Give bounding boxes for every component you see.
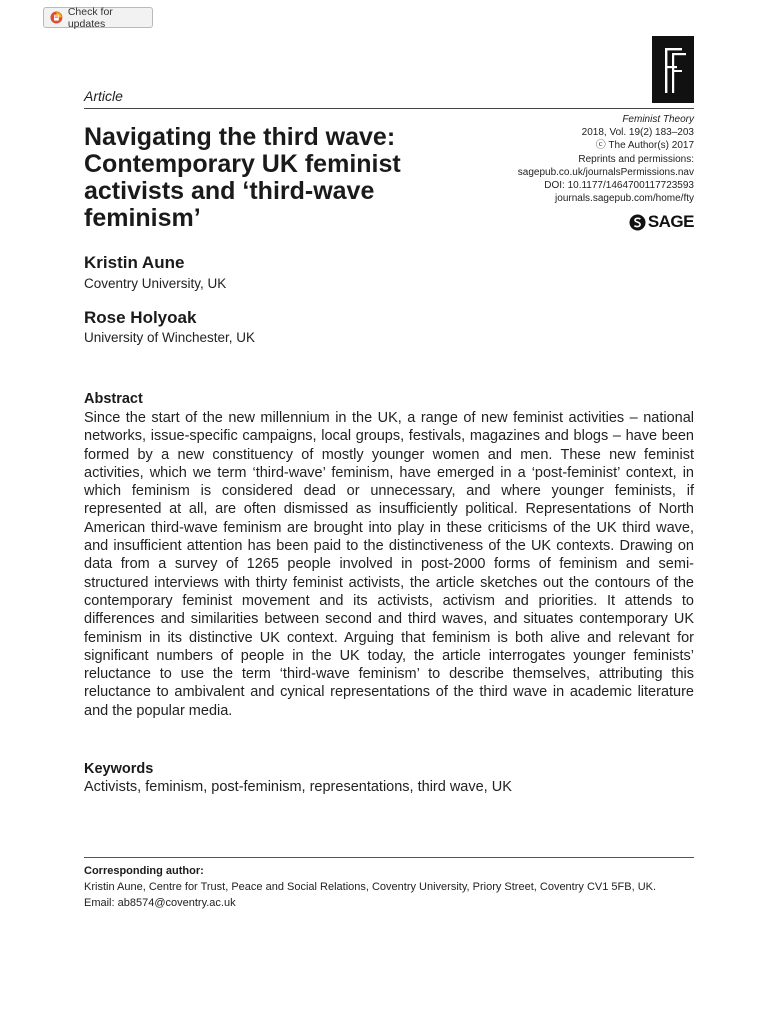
abstract-heading: Abstract [84, 391, 143, 407]
article-title: Navigating the third wave: Contemporary UK feminist activists and ‘third-wave feminism’ [84, 123, 401, 232]
article-type-label: Article [84, 88, 123, 104]
check-updates-label: Check for updates [67, 5, 113, 30]
corresponding-address: Kristin Aune, Centre for Trust, Peace and Social Relations, Coventry University, Priory Street, Coventry CV1 5FB, UK. [84, 881, 657, 893]
feminist-theory-logo-icon [652, 36, 694, 103]
doi-link[interactable]: DOI: 10.1177/1464700117723593 [544, 180, 694, 192]
corresponding-author-details [84, 880, 696, 911]
reprints-label: Reprints and permissions: [578, 153, 694, 165]
check-updates-icon [50, 11, 63, 24]
permissions-link[interactable]: sagepub.co.uk/journalsPermissions.nav [517, 166, 694, 178]
journal-home-link[interactable]: journals.sagepub.com/home/fty [555, 193, 694, 205]
abstract-text: Since the start of the new millennium in the UK, a range of new feminist activities – national networks, issue-specific campaigns, local groups, festivals, magazines and blogs – have been formed by a new constituency of mostly younger women and men. These new feminist activities, which we term ‘third-wave’ feminism, have emerged in a ‘post-feminist’ context, in which feminism is considered dead or unnecessary, and where younger feminists, if represented at all, are often dismissed as insufficiently political. Representations of North American third-wave feminism are brought into play in these criticisms of the UK third wave, and insufficient attention has been paid to the distinctiveness of the UK contexts. Drawing on data from a survey of 1265 people involved in post-2000 forms of feminism and semi-structured interviews with thirty feminist activists, the article sketches out the contours of the contemporary feminist movement and its activists, activism and priorities. It attends to differences and similarities between second and third waves, and situates contemporary UK feminism in its distinctive UK context. Arguing that feminism is both alive and relevant for significant numbers of people in the UK today, the article interrogates younger feminists’ reluctance to use the term ‘third-wave feminism’ to describe themselves, attributing this reluctance to ambivalent and cynical representations of the third wave in academic literature and the popular media. [84, 410, 694, 719]
corresponding-email[interactable]: Email: ab8574@coventry.ac.uk [84, 896, 236, 909]
check-for-updates-button[interactable] [43, 7, 153, 28]
corresponding-author-heading: Corresponding author: [84, 865, 204, 877]
keywords-heading: Keywords [84, 761, 154, 777]
author-name: Rose Holyoak [84, 308, 197, 327]
keywords-text: Activists, feminism, post-feminism, representations, third wave, UK [84, 779, 512, 795]
author-affiliation: Coventry University, UK [84, 276, 227, 291]
journal-name: Feminist Theory [622, 114, 694, 125]
journal-info [518, 113, 694, 205]
journal-volume: 2018, Vol. 19(2) 183–203 [581, 127, 694, 139]
author-name: Kristin Aune [84, 253, 185, 272]
publisher-logo [629, 212, 694, 232]
footnote-divider [84, 857, 694, 858]
publisher-name: SAGE [647, 212, 694, 231]
author-affiliation: University of Winchester, UK [84, 330, 256, 345]
copyright-notice: ⓒ The Author(s) 2017 [595, 140, 694, 152]
sage-logo-icon [629, 214, 646, 231]
header-divider [84, 108, 694, 109]
journal-logo [652, 36, 694, 103]
